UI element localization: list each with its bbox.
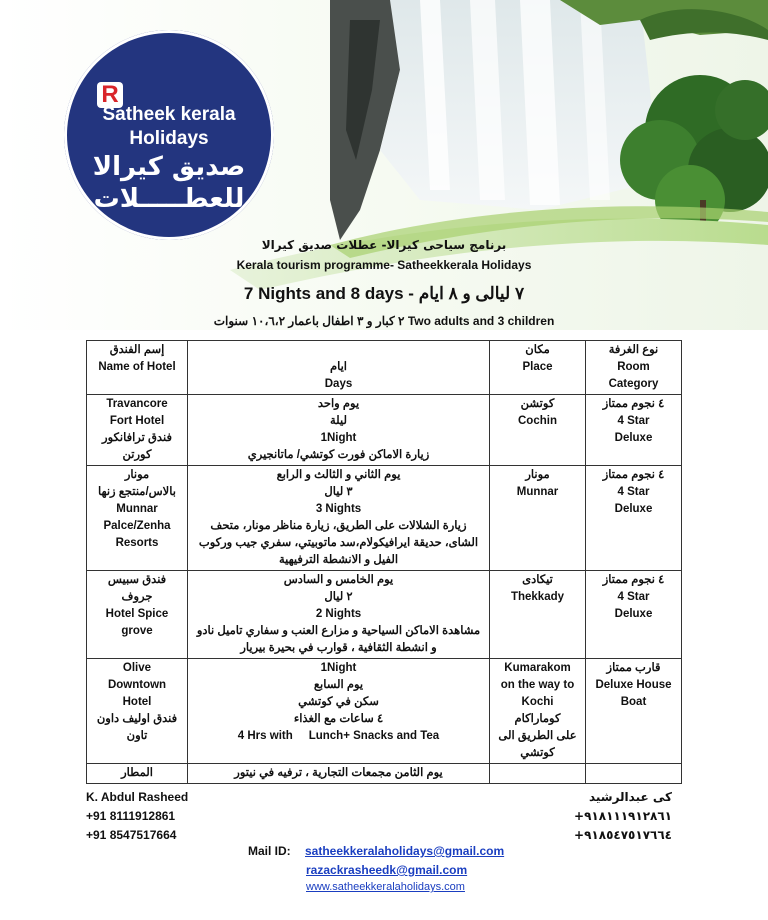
- cell-place: كوتشن Cochin: [490, 395, 586, 466]
- contact-name-arabic: كى عبدالرشيد: [588, 790, 672, 804]
- table-row: [87, 466, 682, 571]
- cell-days: يوم الخامس و السادس ٢ ليال 2 Nights مشاهدة الاماكن السياحية و مزارع العنب و سفاري تاميل نادو و انشطة الثقافية ، قوارب في بحيرة بيريار: [188, 571, 490, 659]
- cell-room-category: ٤ نجوم ممتاز 4 Star Deluxe: [586, 395, 682, 466]
- itinerary-table: [86, 340, 682, 784]
- header-place: مكان Place: [490, 341, 586, 395]
- header-hotel: إسم الفندق Name of Hotel: [87, 341, 188, 395]
- contact-english: [86, 788, 188, 845]
- logo-name-ar-line1: صديق كيرالا: [92, 152, 246, 182]
- title-subtitle: ٢ كبار و ٣ اطفال باعمار ١٠،٦،٢ سنوات Two adults and 3 children: [213, 314, 555, 328]
- header-days: ايام Days: [188, 341, 490, 395]
- cell-place: مونار Munnar: [490, 466, 586, 571]
- cell-hotel: مونار بالاس/منتجع زنها Munnar Palce/Zenha Resorts: [87, 466, 188, 571]
- contact-phone-1-arabic: +٩١٨١١١٩١٢٨٦١: [574, 809, 672, 823]
- contact-phone-2: +91 8547517664: [86, 828, 177, 842]
- contact-arabic: [574, 788, 672, 845]
- logo-mark: R: [97, 82, 123, 108]
- cell-place: [490, 764, 586, 784]
- title-arabic: برنامج سياحى كيرالا- عطلات صديق كيرالا: [261, 238, 507, 252]
- table-row: [87, 395, 682, 466]
- table-header-row: [87, 341, 682, 395]
- cell-days: يوم واحد ليلة 1Night زيارة الاماكن فورت كوتشي/ ماتانجيري: [188, 395, 490, 466]
- logo-name-en-line2: Holidays: [129, 128, 209, 149]
- contact-phone-2-arabic: +٩١٨٥٤٧٥١٧٦٦٤: [574, 828, 672, 842]
- contact-phone-1: +91 8111912861: [86, 809, 176, 823]
- cell-place: Kumarakom on the way to Kochi كوماراكام على الطريق الى كوتشي: [490, 659, 586, 764]
- cell-hotel: فندق سبيس جروف Hotel Spice grove: [87, 571, 188, 659]
- cell-days: 1Night يوم السابع سكن في كوتشي ٤ ساعات مع الغذاء 4 Hrs with Lunch+ Snacks and Tea: [188, 659, 490, 764]
- logo-name-en-line1: Satheek kerala: [102, 104, 236, 125]
- table-row: [87, 571, 682, 659]
- table-row: [87, 764, 682, 784]
- header-room-category: نوع الغرفة Room Category: [586, 341, 682, 395]
- email-link-primary[interactable]: satheekkeralaholidays@gmail.com: [305, 844, 505, 858]
- mail-id-label: Mail ID:: [248, 844, 291, 858]
- cell-hotel: Travancore Fort Hotel فندق ترافانكور كورتن: [87, 395, 188, 466]
- cell-days: يوم الثامن مجمعات التجارية ، ترفيه في نيتور: [188, 764, 490, 784]
- table-row: [87, 659, 682, 764]
- cell-room-category: ٤ نجوم ممتاز 4 Star Deluxe: [586, 571, 682, 659]
- contact-name: K. Abdul Rasheed: [86, 790, 189, 804]
- cell-days: يوم الثاني و الثالث و الرابع ٣ ليال 3 Nights زيارة الشلالات على الطريق، زيارة مناظر مونار، متحف الشاى، حديقة ايرافيكولام،سد ماتوبيتي، سفري جيب وركوب الفيل و الانشطة الترفيهية: [188, 466, 490, 571]
- cell-place: تيكادى Thekkady: [490, 571, 586, 659]
- cell-room-category: [586, 764, 682, 784]
- cell-hotel: المطار: [87, 764, 188, 784]
- cell-room-category: قارب ممتاز Deluxe House Boat: [586, 659, 682, 764]
- cell-room-category: ٤ نجوم ممتاز 4 Star Deluxe: [586, 466, 682, 571]
- title-main: 7 Nights and 8 days - ٧ ليالى و ٨ ايام: [243, 284, 525, 303]
- logo-name-ar-line2: للعطـــــلات: [93, 184, 245, 214]
- title-english: Kerala tourism programme- Satheekkerala Holidays: [236, 258, 532, 272]
- email-link-secondary[interactable]: razackrasheedk@gmail.com: [306, 863, 468, 877]
- cell-hotel: Olive Downtown Hotel فندق اوليف داون تاون: [87, 659, 188, 764]
- website-link[interactable]: www.satheekkeralaholidays.com: [306, 881, 465, 893]
